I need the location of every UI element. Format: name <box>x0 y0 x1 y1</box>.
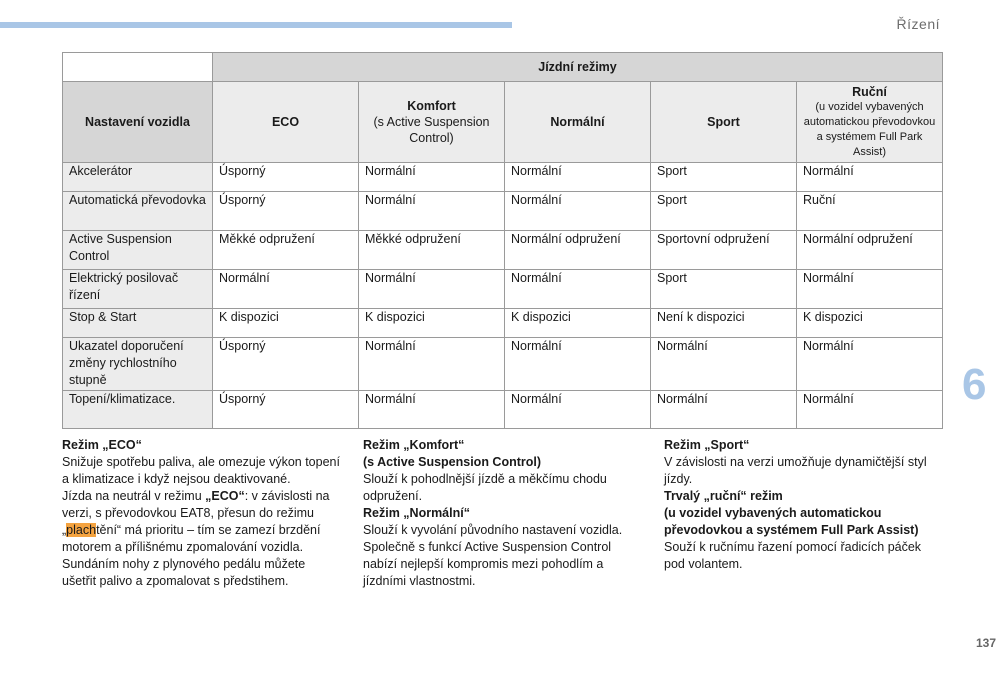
table-row <box>63 338 943 391</box>
table-cell: Normální <box>651 338 797 391</box>
table-row <box>63 309 943 338</box>
table-cell: Normální <box>359 338 505 391</box>
table-cell: K dispozici <box>797 309 943 338</box>
chapter-number: 6 <box>962 360 987 409</box>
table-cell: Normální <box>359 163 505 192</box>
row-label: Ukazatel doporučení změny rychlostního stupně <box>63 338 213 391</box>
column-label: Sport <box>707 115 740 129</box>
table-cell: K dispozici <box>505 309 651 338</box>
column-header-sport <box>651 82 797 163</box>
komfort-heading: Režim „Komfort“ <box>363 438 465 452</box>
eco-heading: Režim „ECO“ <box>62 438 142 452</box>
table-cell: Sportovní odpružení <box>651 231 797 270</box>
table-cell: Úsporný <box>213 163 359 192</box>
table-cell: Normální <box>797 391 943 429</box>
table-cell: Normální odpružení <box>505 231 651 270</box>
eco-text-bold: „ECO“ <box>205 489 245 503</box>
table-cell: Normální <box>505 338 651 391</box>
table-corner-blank <box>63 53 213 82</box>
table-cell: Normální <box>505 270 651 309</box>
column-label: ECO <box>271 115 300 129</box>
komfort-subheading: (s Active Suspension Control) <box>363 455 542 469</box>
table-cell: Normální <box>359 391 505 429</box>
column-header-eco <box>213 82 359 163</box>
table-cell: Měkké odpružení <box>359 231 505 270</box>
eco-paragraph-1: Snižuje spotřebu paliva, ale omezuje výkon topení a klimatizace i když nejsou deaktivované. <box>62 455 340 486</box>
komfort-paragraph: Slouží k pohodlnější jízdě a měkčímu chodu odpružení. <box>363 472 607 503</box>
eco-mode-column <box>62 437 340 590</box>
table-cell: Normální <box>797 163 943 192</box>
row-header-title: Nastavení vozidla <box>63 82 213 163</box>
driving-modes-table <box>62 52 943 429</box>
group-header: Jízdní režimy <box>213 53 943 82</box>
manual-subheading: (u vozidel vybavených automatickou převodovkou a systémem Full Park Assist) <box>664 506 919 537</box>
eco-paragraph-2 <box>62 488 340 590</box>
table-cell: Sport <box>651 163 797 192</box>
row-label: Topení/klimatizace. <box>63 391 213 429</box>
table-cell: K dispozici <box>359 309 505 338</box>
eco-text-part: : v závislosti na verzi, s převodovkou EAT8, přesun do režimu „ <box>62 489 330 537</box>
column-header-rucni <box>797 82 943 163</box>
column-header-normalni <box>505 82 651 163</box>
table-cell: Normální <box>359 192 505 231</box>
table-row <box>63 231 943 270</box>
column-sublabel: (u vozidel vybavených automatickou převodovkou a systémem Full Park Assist) <box>803 101 936 158</box>
table-cell: Ruční <box>797 192 943 231</box>
search-highlight: plach <box>66 523 97 537</box>
normal-heading: Režim „Normální“ <box>363 506 470 520</box>
sport-heading: Režim „Sport“ <box>664 438 750 452</box>
eco-text-part: Jízda na neutrál v režimu <box>62 489 206 503</box>
manual-heading: Trvalý „ruční“ režim <box>664 489 783 503</box>
manual-paragraph: Souží k ručnímu řazení pomocí řadicích páček pod volantem. <box>664 540 922 571</box>
sport-manual-column <box>664 437 944 573</box>
row-label: Akcelerátor <box>63 163 213 192</box>
table-cell: Úsporný <box>213 192 359 231</box>
table-cell: K dispozici <box>213 309 359 338</box>
table-cell: Normální <box>505 192 651 231</box>
table-row <box>63 391 943 429</box>
row-label: Stop & Start <box>63 309 213 338</box>
table-cell: Sport <box>651 270 797 309</box>
sport-paragraph: V závislosti na verzi umožňuje dynamičtější styl jízdy. <box>664 455 927 486</box>
eco-text-part: tění“ má prioritu – tím se zamezí brzdění motorem a přílišnému zpomalování vozidla. Sundáním nohy z plynového pedálu můžete ušetřit palivo a zpomalovat s předstihem. <box>62 523 321 588</box>
top-accent-bar <box>0 22 512 28</box>
table-cell: Sport <box>651 192 797 231</box>
table-cell: Normální <box>797 270 943 309</box>
table-cell: Normální <box>651 391 797 429</box>
table-cell: Normální <box>505 391 651 429</box>
page-number: 137 <box>975 636 996 650</box>
table-cell: Normální <box>359 270 505 309</box>
table-cell: Normální <box>213 270 359 309</box>
table-row <box>63 270 943 309</box>
table-cell: Normální <box>505 163 651 192</box>
table-cell: Úsporný <box>213 391 359 429</box>
row-label: Automatická převodovka <box>63 192 213 231</box>
column-header-komfort <box>359 82 505 163</box>
row-label: Active Suspension Control <box>63 231 213 270</box>
table-row <box>63 192 943 231</box>
table-cell: Měkké odpružení <box>213 231 359 270</box>
table-cell: Není k dispozici <box>651 309 797 338</box>
column-label: Normální <box>550 115 605 129</box>
column-label: Komfort <box>407 99 456 113</box>
table-cell: Normální odpružení <box>797 231 943 270</box>
column-sublabel: (s Active Suspension Control) <box>373 115 490 145</box>
table-cell: Normální <box>797 338 943 391</box>
table-row <box>63 163 943 192</box>
column-label: Ruční <box>852 85 887 99</box>
section-title: Řízení <box>896 16 940 32</box>
komfort-normal-column <box>363 437 643 590</box>
row-label: Elektrický posilovač řízení <box>63 270 213 309</box>
table-cell: Úsporný <box>213 338 359 391</box>
normal-paragraph: Slouží k vyvolání původního nastavení vozidla. Společně s funkcí Active Suspension Control nabízí nejlepší kompromis mezi pohodlím a jízdními vlastnostmi. <box>363 523 623 588</box>
